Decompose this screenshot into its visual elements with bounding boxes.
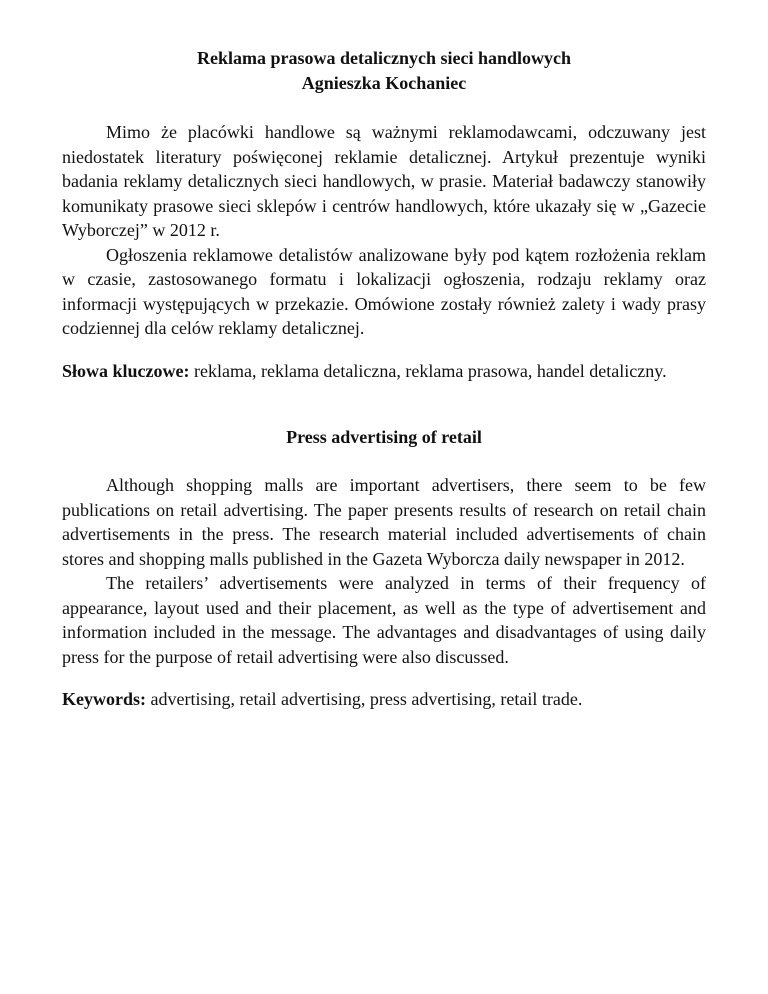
english-title: Press advertising of retail — [286, 427, 482, 447]
english-keywords-label: Keywords: — [62, 689, 146, 709]
document-page — [62, 46, 706, 712]
author-name: Agnieszka Kochaniec — [301, 73, 467, 93]
english-keywords — [62, 687, 706, 712]
polish-abstract-paragraph-2: Ogłoszenia reklamowe detalistów analizowane były pod kątem rozłożenia reklam w czasie, zastosowanego formatu i lokalizacji ogłoszenia, rodzaju reklamy oraz informacji występujących w przekazie. Omówione zostały również zalety i wady prasy codziennej dla celów reklamy detalicznej. — [62, 244, 706, 338]
polish-title: Reklama prasowa detalicznych sieci handlowych — [196, 48, 571, 68]
english-keywords-text: advertising, retail advertising, press advertising, retail trade. — [150, 689, 583, 709]
polish-keywords — [62, 359, 706, 384]
polish-keywords-label: Słowa kluczowe: — [62, 360, 190, 381]
polish-abstract-paragraph-1: Mimo że placówki handlowe są ważnymi reklamodawcami, odczuwany jest niedostatek literatury poświęconej reklamie detalicznej. Artykuł prezentuje wyniki badania reklamy detalicznych sieci handlowych, w prasie. Materiał badawczy stanowiły komunikaty prasowe sieci sklepów i centrów handlowych, które ukazały się w „Gazecie Wyborczej” w 2012 r. — [62, 122, 706, 240]
english-abstract-paragraph-1: Although shopping malls are important advertisers, there seem to be few publications on retail advertising. The paper presents results of research on retail chain advertisements in the press. The research material included advertisements of chain stores and shopping malls published in the Gazeta Wyborcza daily newspaper in 2012. — [62, 475, 706, 569]
polish-keywords-text: reklama, reklama detaliczna, reklama prasowa, handel detaliczny. — [194, 360, 667, 381]
english-abstract-paragraph-2: The retailers’ advertisements were analyzed in terms of their frequency of appearance, layout used and their placement, as well as the type of advertisement and information included in the message. The advantages and disadvantages of using daily press for the purpose of retail advertising were also discussed. — [62, 573, 706, 667]
